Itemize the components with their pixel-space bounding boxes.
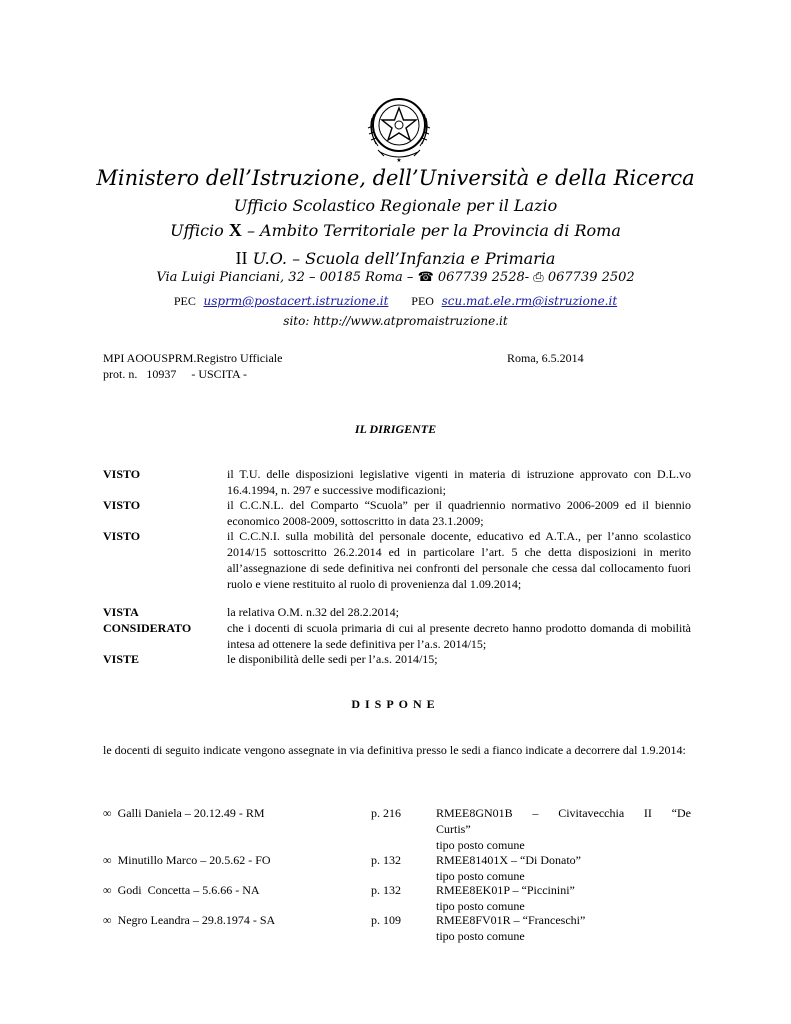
teacher-name: Negro Leandra – 29.8.1974 - SA (117, 913, 276, 927)
office-number: X (228, 220, 242, 240)
teacher-name: Godi Concetta – 5.6.66 - NA (117, 883, 260, 897)
infinity-bullet-icon: ∞ (103, 913, 112, 927)
teacher (103, 912, 363, 928)
office-prefix: Ufficio (170, 221, 224, 240)
post-type: tipo posto comune (436, 899, 525, 913)
post-type: tipo posto comune (436, 838, 525, 852)
teacher-points: p. 216 (371, 806, 401, 820)
school-code: RMEE8GN01B – Civitavecchia II “De (436, 806, 691, 820)
pec-label: PEC (173, 294, 196, 308)
telephone-icon: ☎ (417, 270, 434, 285)
premise-text: le disponibilità delle sedi per l’a.s. 2014/15; (227, 652, 438, 666)
teacher-name: Minutillo Marco – 20.5.62 - FO (117, 853, 271, 867)
republic-emblem-icon (360, 88, 438, 166)
infinity-bullet-icon: ∞ (103, 883, 112, 897)
premise-text: che i docenti di scuola primaria di cui al presente decreto hanno prodotto domanda di mobilità intesa ad ottenere la sede definitiva per l’a.s. 2014/15; (227, 621, 691, 651)
school-code: RMEE81401X – “Di Donato” (436, 853, 581, 867)
ministry-name: Ministero dell’Istruzione, dell’Università e della Ricerca (96, 166, 695, 190)
teacher (103, 882, 363, 898)
teacher-points: p. 132 (371, 853, 401, 867)
phone-number: 067739 2528- (437, 270, 530, 285)
fax-number: 067739 2502 (547, 270, 635, 285)
premise-label: CONSIDERATO (103, 621, 192, 635)
document-date: Roma, 6.5.2014 (507, 351, 584, 365)
school-assignment (436, 805, 691, 853)
dispone-heading: DISPONE (351, 697, 440, 711)
premise-label: VISTO (103, 498, 141, 512)
school-code: RMEE8EK01P – “Piccinini” (436, 883, 575, 897)
peo-label: PEO (411, 294, 434, 308)
uo-number: II (235, 248, 248, 268)
post-type: tipo posto comune (436, 869, 525, 883)
office-line (0, 220, 791, 241)
svg-text:★: ★ (396, 158, 402, 164)
school-name-cont: Curtis” (436, 822, 471, 836)
teacher-name: Galli Daniela – 20.12.49 - RM (117, 806, 265, 820)
premise-text: la relativa O.M. n.32 del 28.2.2014; (227, 605, 399, 619)
post-type: tipo posto comune (436, 929, 525, 943)
address-text: Via Luigi Pianciani, 32 – 00185 Roma – (156, 270, 414, 285)
premise-label: VISTO (103, 529, 141, 543)
teacher-points: p. 132 (371, 883, 401, 897)
teacher-points: p. 109 (371, 913, 401, 927)
school-code: RMEE8FV01R – “Franceschi” (436, 913, 586, 927)
protocol-number: prot. n. 10937 - USCITA - (103, 367, 248, 381)
pec-email-link[interactable]: usprm@postacert.istruzione.it (203, 294, 389, 308)
infinity-bullet-icon: ∞ (103, 853, 112, 867)
intro-paragraph: le docenti di seguito indicate vengono assegnate in via definitiva presso le sedi a fianco indicate a decorrere dal 1.9.2014: (103, 743, 686, 757)
fax-icon: ⎙ (533, 270, 544, 285)
premise-text: il C.C.N.I. sulla mobilità del personale docente, educativo ed A.T.A., per l’anno scolastico 2014/15 sottoscritto 26.2.2014 ed in particolare l’art. 5 che detta disposizioni in merito all’assegnazione di sede definitiva nei confronti del personale che cessa dal collocamento fuori ruolo e viene restituito al ruolo di provenienza dal 1.09.2014; (227, 529, 691, 591)
premise-label: VISTE (103, 652, 140, 666)
school-assignment (436, 852, 691, 884)
regional-office: Ufficio Scolastico Regionale per il Lazio (233, 196, 558, 215)
premise-label: VISTO (103, 467, 141, 481)
premise-text: il T.U. delle disposizioni legislative vigenti in materia di istruzione approvato con D.L.vo 16.4.1994, n. 297 e successive modificazioni; (227, 467, 691, 497)
premise-label: VISTA (103, 605, 139, 619)
teacher (103, 805, 363, 821)
infinity-bullet-icon: ∞ (103, 806, 112, 820)
protocol-register: MPI AOOUSPRM.Registro Ufficiale (103, 351, 283, 365)
school-assignment (436, 882, 691, 914)
website-line: sito: http://www.atpromaistruzione.it (283, 314, 508, 328)
document-title: IL DIRIGENTE (354, 422, 437, 436)
teacher (103, 852, 363, 868)
email-line (0, 294, 791, 309)
school-assignment (436, 912, 691, 944)
premise-text: il C.C.N.L. del Comparto “Scuola” per il quadriennio normativo 2006-2009 ed il biennio economico 2008-2009, sottoscritto in data 23.1.2009; (227, 498, 691, 528)
uo-rest: U.O. – Scuola dell’Infanzia e Primaria (252, 249, 556, 268)
address-line (0, 270, 791, 285)
uo-line (0, 248, 791, 269)
office-rest: – Ambito Territoriale per la Provincia di Roma (246, 221, 621, 240)
peo-email-link[interactable]: scu.mat.ele.rm@istruzione.it (441, 294, 618, 308)
